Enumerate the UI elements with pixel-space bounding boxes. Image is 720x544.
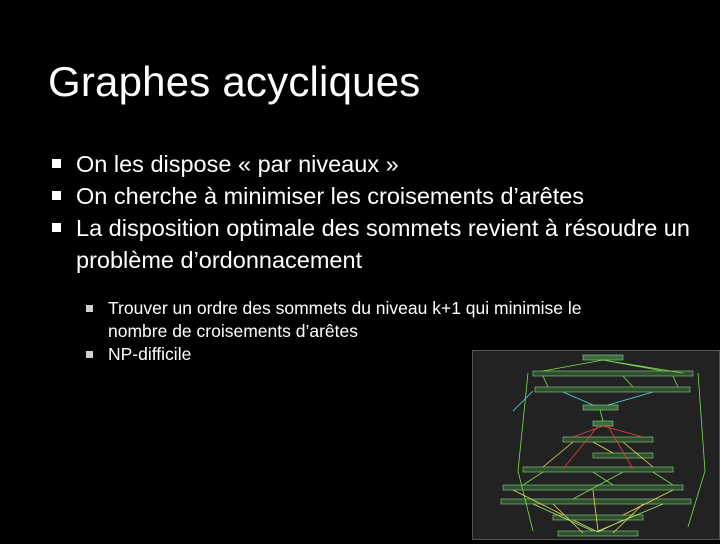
graph-edges (513, 360, 705, 533)
bullet-item (50, 212, 690, 276)
bullet-text: La disposition optimale des sommets revient à résoudre un problème d’ordonnacement (76, 215, 690, 273)
square-bullet-icon (86, 305, 93, 312)
bullet-text: On cherche à minimiser les croisements d’arêtes (76, 183, 585, 209)
graph-node (583, 405, 618, 410)
bullet-item (50, 180, 690, 212)
bullet-text: On les dispose « par niveaux » (76, 151, 399, 177)
graph-node (503, 485, 683, 490)
sub-bullet-text: Trouver un ordre des sommets du niveau k+1 qui minimise le nombre de croisements d’arêtes (108, 298, 582, 341)
sub-bullet-item (88, 297, 608, 343)
graph-node (563, 437, 653, 442)
graph-node (593, 453, 653, 458)
slide-title: Graphes acycliques (48, 58, 421, 105)
graph-node (501, 499, 691, 504)
graph-drawing (473, 351, 719, 539)
square-bullet-icon (86, 351, 93, 358)
graph-node (523, 467, 673, 472)
graph-node (593, 421, 613, 426)
square-bullet-icon (52, 223, 61, 232)
graph-node (533, 371, 693, 376)
graph-nodes (501, 355, 693, 536)
square-bullet-icon (52, 159, 61, 168)
bullet-item (50, 148, 690, 180)
square-bullet-icon (52, 191, 61, 200)
graph-node (535, 387, 690, 392)
sub-bullet-text: NP-difficile (108, 344, 192, 364)
layered-graph-image (472, 350, 720, 540)
graph-node (583, 355, 623, 360)
bullet-list (50, 148, 690, 276)
